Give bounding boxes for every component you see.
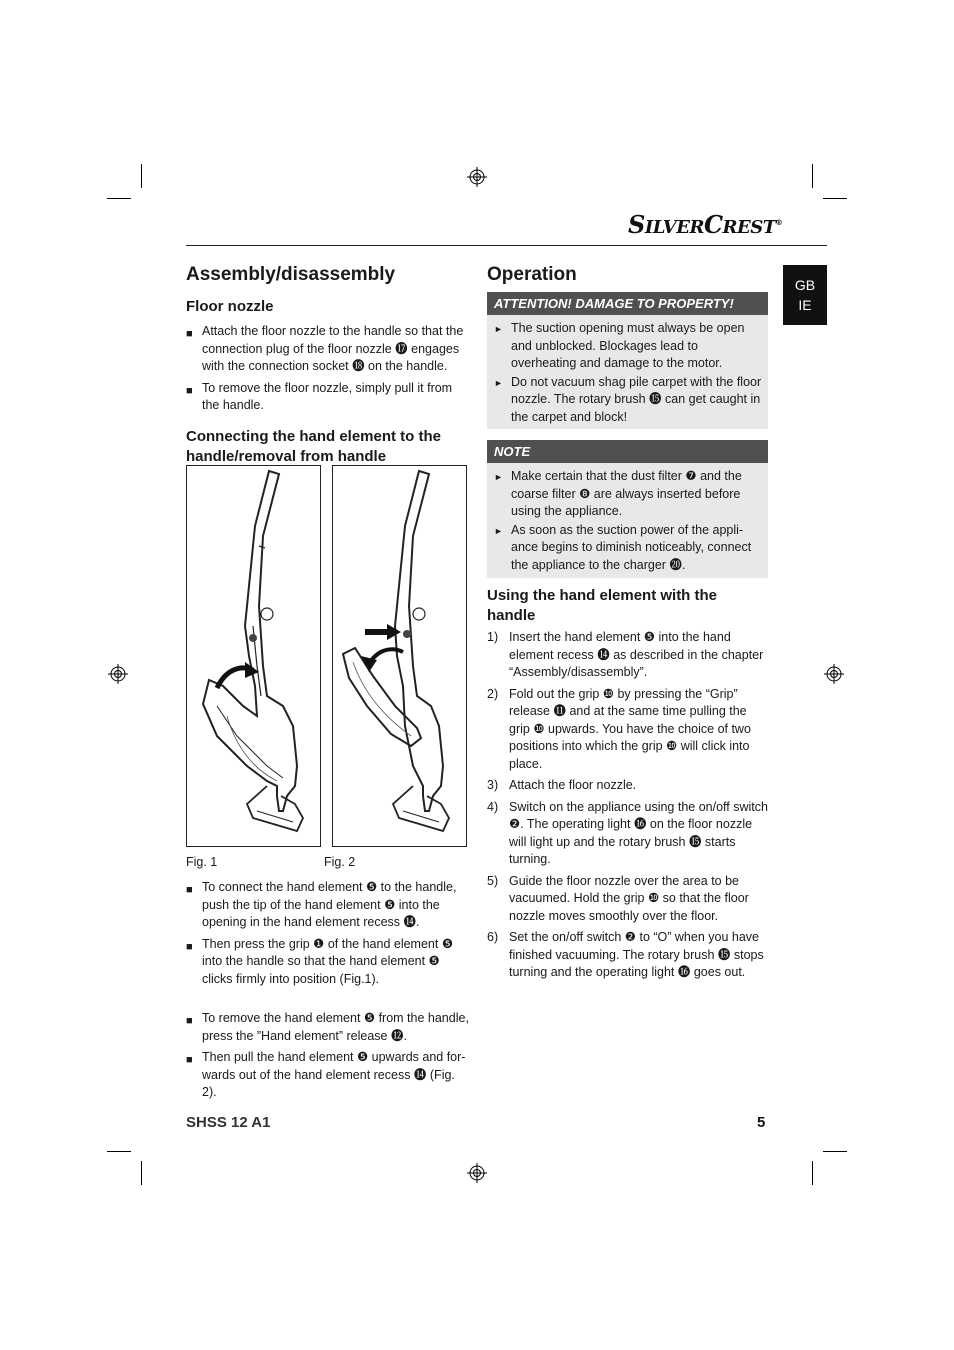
crop-mark [107,198,131,199]
figure-caption: Fig. 2 [324,855,356,869]
list-item: 6) Set the on/off switch ❷ to “O” when you have finished vacuuming. The rotary brush ⓯ stops turning and the operating light ⓰ goes out. [487,930,764,979]
using-section [487,586,768,986]
list-item: ► Do not vacuum shag pile carpet with the floor nozzle. The rotary brush ⓯ can get caught in the carpet and block! [494,374,762,424]
list-item: ■ To remove the floor nozzle, simply pull it from the handle. [186,380,453,412]
figure-2 [332,465,467,847]
remove-instructions [186,1010,471,1106]
list-item: ► As soon as the suction power of the appli-ance begins to diminish noticeably, connect the appliance to the charger ⓴. [494,522,752,572]
left-column [186,264,471,467]
section-heading-assembly: Assembly/disassembly [186,264,396,285]
list-item: 5) Guide the floor nozzle over the area to be vacuumed. Hold the grip ❿ so that the floor nozzle moves smoothly over the floor. [487,873,749,923]
crop-mark [812,1161,813,1185]
figure-caption: Fig. 1 [186,855,218,869]
brand-logo: SILVERCREST® [628,210,783,239]
registration-mark-icon [467,1163,487,1183]
subheading-using-hand-element: Using the hand element with the handle [487,587,718,624]
list-item: 4) Switch on the appliance using the on/off switch ❷. The operating light ⓰ on the floor nozzle will light up and the rotary brush ⓯ starts turning. [487,799,768,866]
model-number: SHSS 12 A1 [186,1114,271,1131]
crop-mark [141,164,142,188]
crop-mark [141,1161,142,1185]
section-heading-operation: Operation [487,264,577,285]
registration-mark-icon [467,167,487,187]
connect-instructions [186,879,471,992]
figure-1 [186,465,321,847]
registration-mark-icon [108,664,128,684]
crop-mark [823,1151,847,1152]
registration-mark-icon [824,664,844,684]
crop-mark [823,198,847,199]
language-tab: GB IE [783,265,827,325]
note-title: NOTE [487,440,768,463]
list-item: ■ Then pull the hand element ❺ upwards and for-wards out of the hand element recess ⓮ (Fig. 2). [186,1050,466,1099]
crop-mark [812,164,813,188]
page-number: 5 [757,1114,766,1131]
vacuum-illustration-icon [187,466,320,846]
list-item: ■ To connect the hand element ❺ to the handle, push the tip of the hand element ❺ into the opening in the hand element recess ⓮. [186,880,457,929]
attention-box [487,292,768,429]
list-item: ■ To remove the hand element ❺ from the handle, press the ”Hand element” release ⓬. [186,1011,469,1043]
list-item: 2) Fold out the grip ❿ by pressing the “Grip” release ⓫ and at the same time pulling the grip ❿ upwards. You have the choice of two positions into which the grip ❿ will click into place. [487,686,751,771]
list-item: 1) Insert the hand element ❺ into the hand element recess ⓮ as described in the chapter “Assembly/disassembly”. [487,630,764,679]
list-item: ► Make certain that the dust filter ❼ and the coarse filter ❽ are always inserted before using the appliance. [494,469,742,518]
list-item: 3) Attach the floor nozzle. [487,778,637,792]
list-item: ■ Then press the grip ❶ of the hand element ❺ into the handle so that the hand element ❺ clicks firmly into position (Fig.1). [186,936,454,986]
list-item: ► The suction opening must always be open and unblocked. Blockages lead to overheating and damage to the motor. [494,321,745,370]
header-rule [186,245,827,246]
subheading-floor-nozzle: Floor nozzle [186,298,274,315]
subheading-connecting: Connecting the hand element to the handle/removal from handle [186,427,442,465]
attention-title: ATTENTION! DAMAGE TO PROPERTY! [487,292,768,315]
crop-mark [107,1151,131,1152]
list-item: ■ Attach the floor nozzle to the handle so that the connection plug of the floor nozzle ⓱ engages with the connection socket ⓲ on the handle. [186,324,464,373]
vacuum-illustration-icon [333,466,466,846]
note-box [487,440,768,578]
